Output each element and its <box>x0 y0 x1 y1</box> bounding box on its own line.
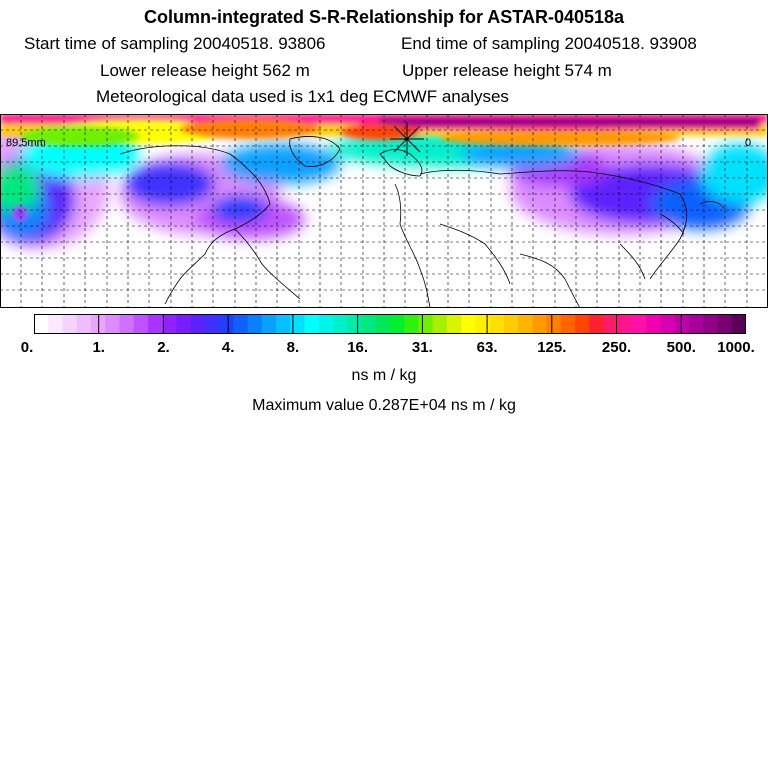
colorbar-cell <box>632 314 647 334</box>
colorbar-tick-label: 31. <box>411 339 433 356</box>
colorbar-cell <box>433 314 448 334</box>
colorbar-cell <box>589 314 604 334</box>
colorbar-tick-label: 63. <box>476 339 498 356</box>
colorbar-cell <box>661 314 676 334</box>
colorbar-cell <box>532 314 547 334</box>
colorbar-cell <box>689 314 704 334</box>
colorbar-cell <box>34 314 49 334</box>
colorbar-cell <box>347 314 362 334</box>
colorbar-cell <box>205 314 220 334</box>
max-value-label: Maximum value 0.287E+04 ns m / kg <box>252 397 516 414</box>
colorbar-tick-label: 4. <box>221 339 235 356</box>
colorbar-cell <box>447 314 462 334</box>
colorbar-cell <box>504 314 519 334</box>
colorbar-cells <box>34 314 746 334</box>
upper-release-label: Upper release height 574 m <box>402 61 612 80</box>
colorbar-cell <box>518 314 533 334</box>
colorbar-cell <box>646 314 661 334</box>
colorbar-cell <box>333 314 348 334</box>
colorbar-cell <box>718 314 733 334</box>
colorbar-cell <box>547 314 562 334</box>
colorbar-cell <box>105 314 120 334</box>
colorbar-tick-label: 16. <box>347 339 369 356</box>
colorbar-cell <box>62 314 77 334</box>
colorbar-cell <box>675 314 690 334</box>
colorbar-cell <box>276 314 291 334</box>
colorbar-tick-label: 1. <box>92 339 105 356</box>
colorbar-cell <box>305 314 320 334</box>
colorbar-tick-label: 125. <box>537 339 567 356</box>
colorbar-cell <box>390 314 405 334</box>
colorbar <box>34 314 746 334</box>
colorbar-tick-label: 8. <box>286 339 300 356</box>
units-label: ns m / kg <box>351 367 417 384</box>
colorbar-cell <box>191 314 206 334</box>
colorbar-cell <box>262 314 277 334</box>
colorbar-tick-label: 0. <box>20 339 34 356</box>
colorbar-cell <box>461 314 476 334</box>
colorbar-cell <box>561 314 576 334</box>
receptor-marker <box>390 122 424 156</box>
corner-label-left: 89.5mm <box>6 137 46 149</box>
colorbar-cell <box>48 314 63 334</box>
colorbar-cell <box>475 314 490 334</box>
start-time-label: Start time of sampling 20040518. 93806 <box>24 34 326 53</box>
end-time-label: End time of sampling 20040518. 93908 <box>401 34 697 53</box>
colorbar-cell <box>418 314 433 334</box>
sensitivity-field <box>0 114 768 308</box>
colorbar-cell <box>248 314 263 334</box>
colorbar-cell <box>575 314 590 334</box>
colorbar-cell <box>176 314 191 334</box>
colorbar-cell <box>376 314 391 334</box>
colorbar-cell <box>490 314 505 334</box>
colorbar-cell <box>219 314 234 334</box>
colorbar-cell <box>119 314 134 334</box>
colorbar-cell <box>732 314 746 334</box>
corner-label-right: 0 <box>745 137 752 149</box>
lower-release-label: Lower release height 562 m <box>100 61 310 80</box>
colorbar-tick-label: 2. <box>157 339 170 356</box>
colorbar-cell <box>134 314 149 334</box>
colorbar-cell <box>618 314 633 334</box>
colorbar-cell <box>233 314 248 334</box>
plot-title: Column-integrated S-R-Relationship for ASTAR-040518a <box>143 7 625 27</box>
colorbar-cell <box>148 314 163 334</box>
colorbar-cell <box>404 314 419 334</box>
colorbar-tick-label: 250. <box>601 339 632 356</box>
colorbar-cell <box>162 314 177 334</box>
sensitivity-map <box>0 114 768 308</box>
colorbar-tick-label: 500. <box>666 339 696 356</box>
colorbar-cell <box>703 314 718 334</box>
colorbar-cell <box>319 314 334 334</box>
colorbar-tick-label: 1000. <box>717 339 755 356</box>
met-data-label: Meteorological data used is 1x1 deg ECMWF analyses <box>96 87 509 106</box>
colorbar-cell <box>362 314 377 334</box>
colorbar-cell <box>77 314 92 334</box>
